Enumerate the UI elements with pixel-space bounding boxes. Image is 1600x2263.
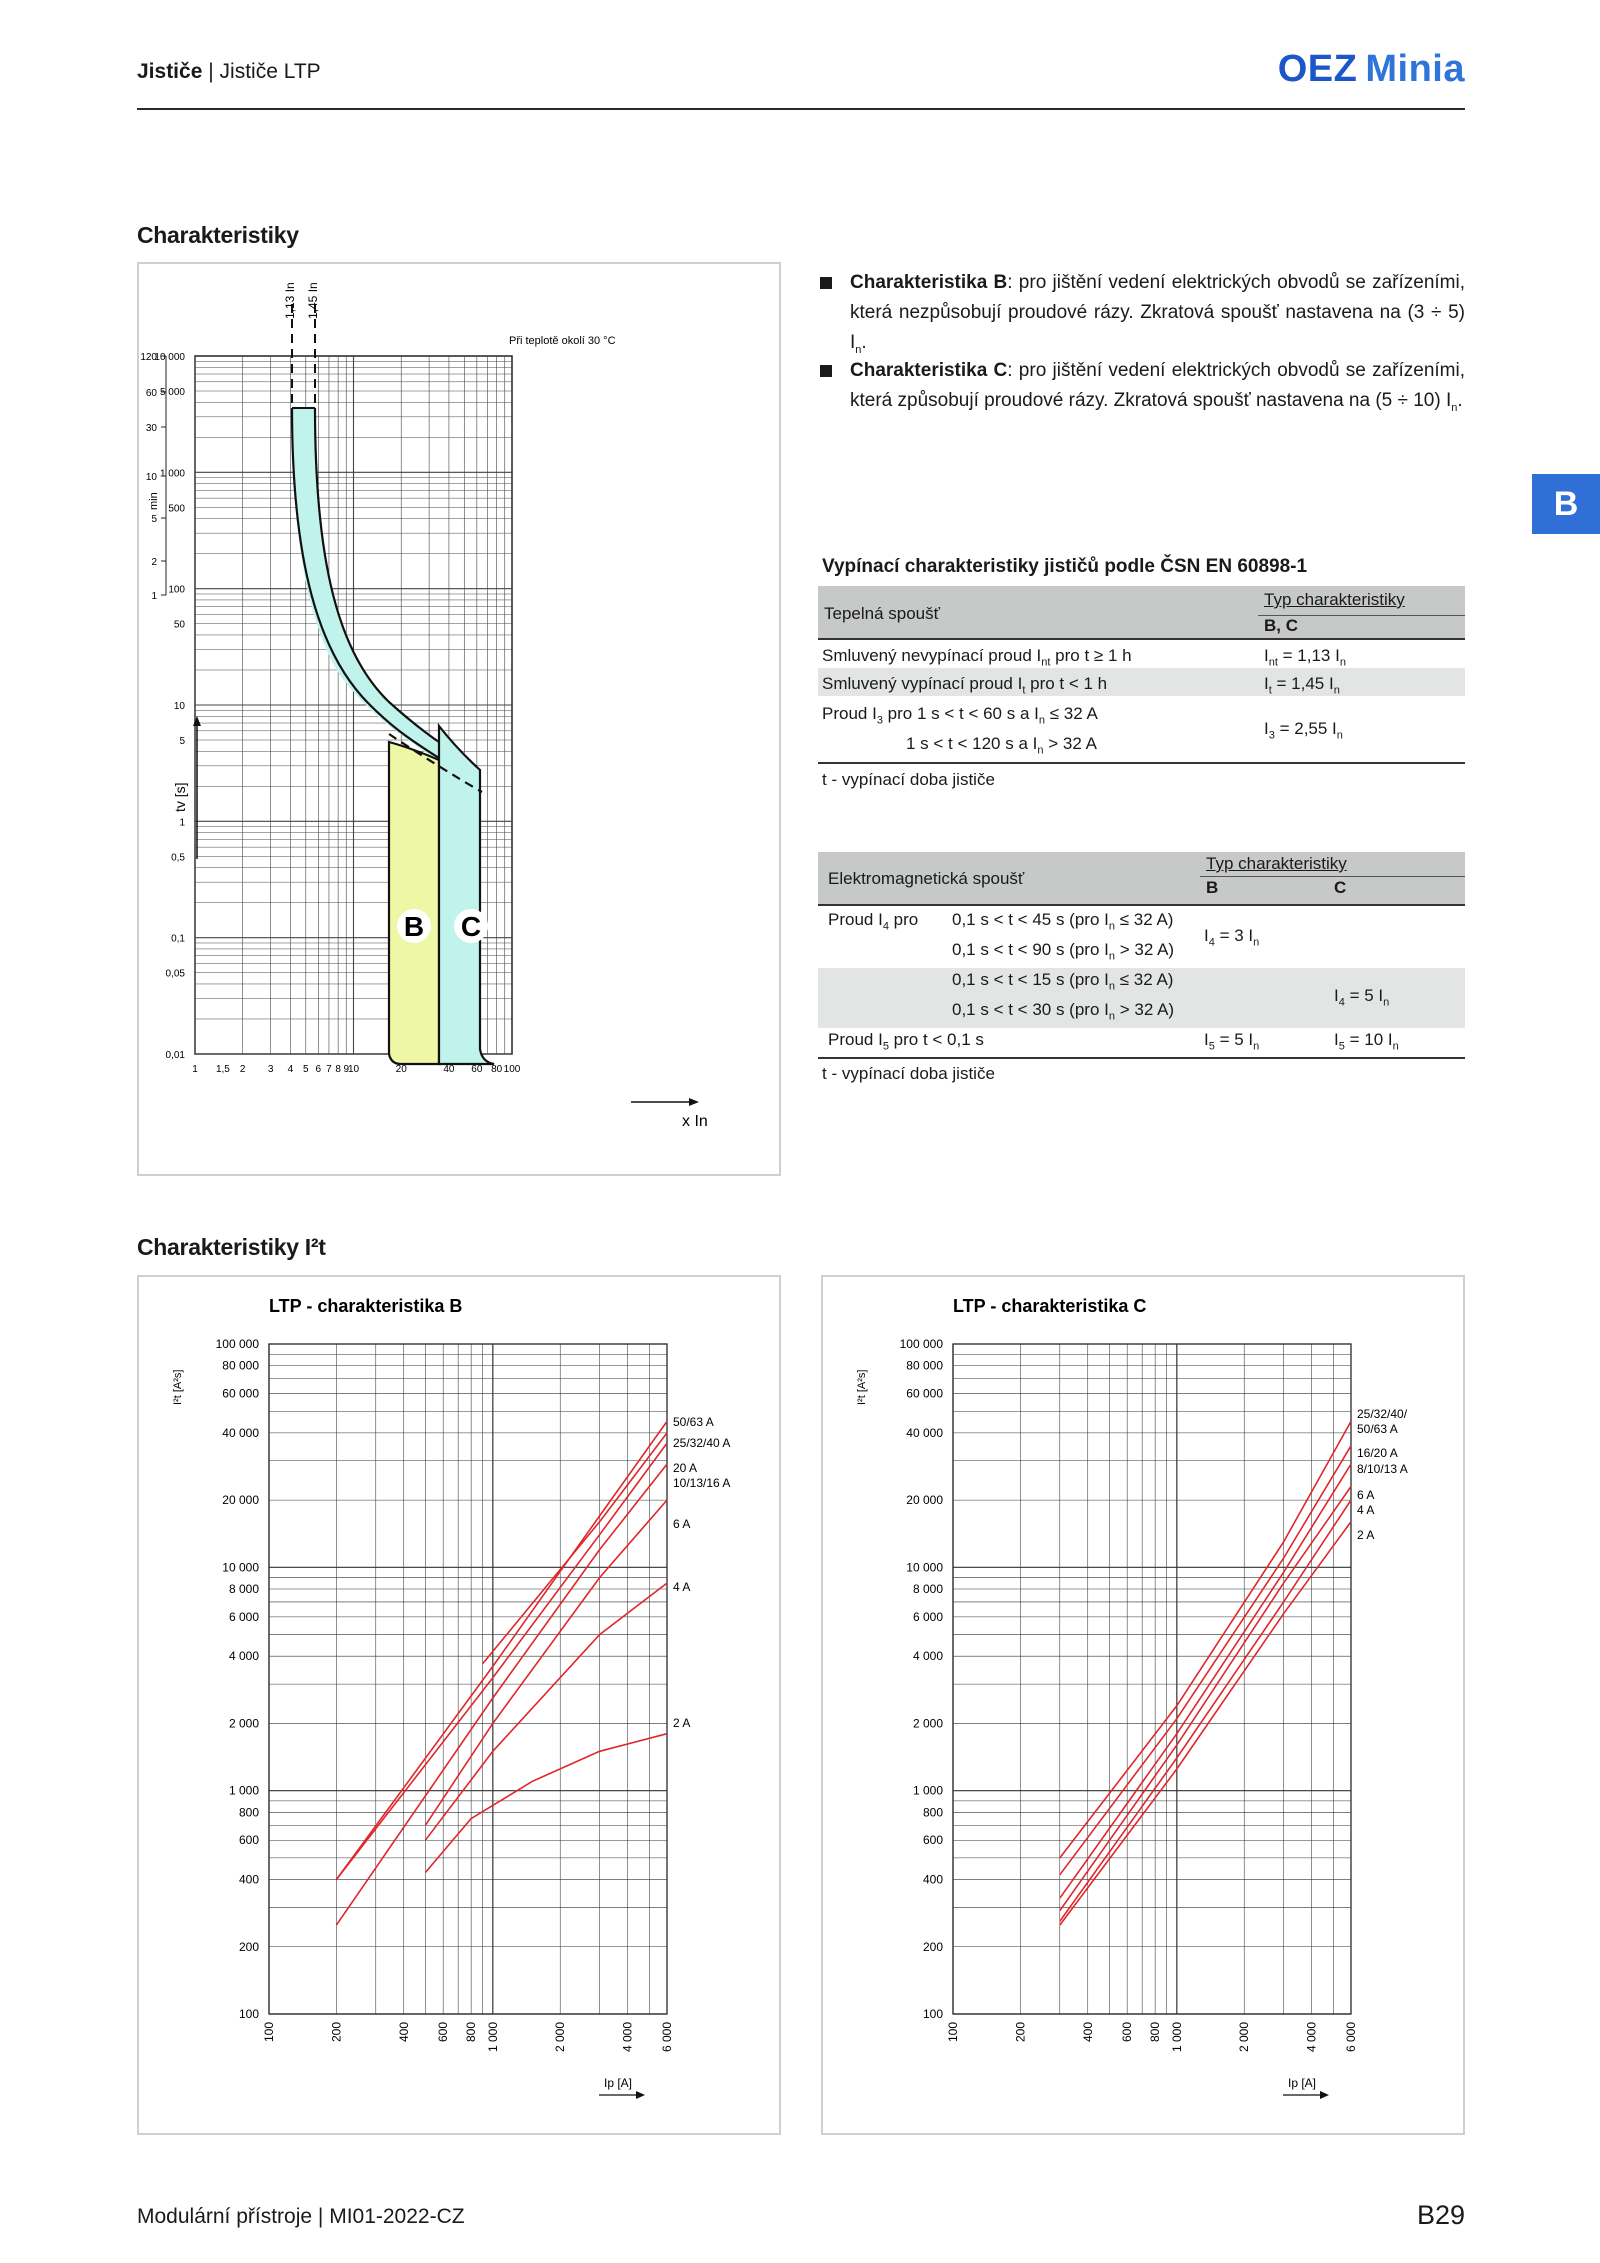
- trip-y-tick: 0,5: [171, 852, 185, 864]
- y-axis-label: tv [s]: [172, 782, 188, 812]
- i2t-y-tick: 6 000: [228, 1609, 259, 1624]
- i2t-x-tick: 100: [262, 2022, 276, 2043]
- band-label-b: B: [403, 911, 425, 942]
- i2t-chart-title: LTP - charakteristika C: [953, 1296, 1147, 1316]
- i2t-panel-b: [137, 1275, 781, 2135]
- desc-c: [820, 356, 1465, 423]
- i2t-x-tick: 200: [329, 2022, 344, 2043]
- i2t-curve-label: 25/32/40/: [1357, 1407, 1408, 1421]
- i2t-y-tick: 600: [922, 1833, 943, 1848]
- trip-x-tick: 20: [395, 1064, 407, 1075]
- trip-min-tick: 120: [140, 352, 157, 363]
- i2t-y-tick: 200: [922, 1939, 943, 1954]
- table2-c-value: $I_4 = 5$ $I_n$: [1334, 986, 1390, 1009]
- i2t-y-tick: 4 000: [228, 1649, 259, 1664]
- i2t-y-tick: 8 000: [912, 1581, 943, 1596]
- trip-x-tick: 3: [267, 1064, 274, 1075]
- i2t-y-tick: 100 000: [899, 1337, 943, 1351]
- i2t-x-label: Ip [A]: [1288, 2076, 1317, 2090]
- table2-header-rule: [818, 904, 1465, 906]
- footer-left: Modulární přístroje | MI01-2022-CZ: [137, 2205, 465, 2228]
- trip-x-tick: 10: [347, 1064, 360, 1075]
- min-label: min: [148, 492, 160, 510]
- i2t-x-tick: 200: [1013, 2022, 1028, 2043]
- trip-min-tick: 10: [145, 472, 157, 483]
- i2t-y-tick: 10 000: [906, 1560, 943, 1575]
- section-title-i2t: Charakteristiky I²t: [137, 1234, 326, 1260]
- i2t-curve-label: 20 A: [673, 1461, 698, 1475]
- trip-x-tick: 40: [443, 1064, 455, 1075]
- side-tab: B: [1532, 474, 1600, 534]
- trip-x-tick: 1,5: [215, 1064, 230, 1075]
- table2-line2: 0,1 s < t < 90 s (pro $I_n > 32$ A): [952, 940, 1175, 963]
- trip-min-tick: 30: [145, 423, 157, 434]
- i2t-x-tick: 600: [436, 2022, 451, 2043]
- table1-row3-line1: Proud $I_3$ pro 1 s < t < 60 s a $I_n \le 32$ A: [822, 704, 1098, 727]
- trip-y-tick: 50: [173, 619, 185, 631]
- table1-type-values: B, C: [1264, 616, 1298, 635]
- i2t-y-tick: 10 000: [222, 1560, 259, 1575]
- i2t-chart-c: [823, 1277, 1463, 2133]
- i2t-x-tick: 100: [946, 2022, 960, 2043]
- trip-x-tick: 60: [471, 1064, 483, 1075]
- limit-label-145: 1,45 In: [306, 282, 320, 319]
- i2t-y-tick: 20 000: [222, 1493, 259, 1508]
- i2t-curve-label: 6 A: [673, 1517, 691, 1531]
- trip-y-tick: 10 000: [154, 352, 185, 363]
- i2t-x-tick: 800: [1148, 2022, 1163, 2043]
- brand-oez: OEZ: [1277, 48, 1358, 90]
- i2t-y-tick: 2 000: [912, 1716, 943, 1731]
- trip-x-tick: 9: [343, 1064, 350, 1075]
- x-axis-label: x In: [682, 1113, 708, 1130]
- i2t-curve-label: 2 A: [673, 1716, 691, 1730]
- i2t-y-tick: 1 000: [912, 1783, 943, 1798]
- i2t-y-tick: 4 000: [912, 1649, 943, 1664]
- i2t-panel-c: [821, 1275, 1465, 2135]
- i2t-curve-label: 2 A: [1357, 1528, 1375, 1542]
- table2-type-header: Typ charakteristiky: [1206, 854, 1347, 873]
- trip-min-tick: 60: [145, 388, 157, 399]
- table1-col-header: Tepelná spoušť: [824, 604, 941, 623]
- desc-b-end: .: [861, 332, 867, 353]
- table1-row3-value: $I_3 = 2,55$ $I_n$: [1264, 719, 1343, 742]
- desc-b-text: : pro jištění vedení elektrických obvodů se zařízeními, která nezpůsobují proudové rázy. Zkratová spoušť nastavena na (3 ÷ 5) I: [850, 272, 1466, 353]
- band-label-c: C: [460, 911, 482, 942]
- i2t-y-tick: 60 000: [222, 1386, 259, 1401]
- i2t-curve-label: 50/63 A: [673, 1415, 714, 1429]
- i2t-y-tick: 20 000: [906, 1493, 943, 1508]
- tripping-chart: [139, 264, 779, 1174]
- table2-col-header: Elektromagnetická spoušť: [828, 869, 1025, 888]
- i2t-x-tick: 4 000: [620, 2022, 635, 2053]
- tripping-chart-panel: [137, 262, 781, 1176]
- i2t-curve-label: 8/10/13 A: [1357, 1462, 1408, 1476]
- table2-col-c: C: [1334, 878, 1347, 897]
- i2t-curve-label: 6 A: [1357, 1488, 1375, 1502]
- i2t-x-tick: 400: [1080, 2022, 1095, 2043]
- table2-row1-label: Proud $I_4$ pro: [828, 910, 919, 933]
- i2t-curve-label: 4 A: [673, 1580, 691, 1594]
- i2t-y-label: I²t [A²s]: [856, 1369, 868, 1405]
- breadcrumb-section: Jističe: [137, 60, 203, 83]
- i2t-curve-label: 50/63 A: [1357, 1422, 1398, 1436]
- desc-c-end: .: [1457, 390, 1463, 411]
- i2t-y-tick: 400: [922, 1872, 943, 1887]
- table1-note: t - vypínací doba jističe: [822, 770, 995, 789]
- trip-min-tick: 2: [151, 557, 157, 568]
- i2t-y-tick: 40 000: [222, 1425, 259, 1440]
- i2t-y-tick: 200: [238, 1939, 259, 1954]
- trip-x-tick: 8: [335, 1064, 341, 1075]
- trip-x-tick: 7: [326, 1064, 332, 1075]
- i2t-x-tick: 1 000: [485, 2022, 500, 2053]
- trip-y-tick: 0,05: [165, 968, 185, 980]
- i2t-chart-title: LTP - charakteristika B: [269, 1296, 463, 1316]
- i2t-chart-b: [139, 1277, 779, 2133]
- table1-title: Vypínací charakteristiky jističů podle ČSN EN 60898-1: [822, 556, 1308, 577]
- i2t-x-tick: 600: [1120, 2022, 1135, 2043]
- i2t-y-tick: 80 000: [222, 1358, 259, 1373]
- breadcrumb-separator: |: [208, 60, 220, 83]
- ambient-note: Při teplotě okolí 30 °C: [509, 335, 616, 347]
- trip-y-tick: 5: [179, 736, 185, 748]
- i2t-x-tick: 4 000: [1304, 2022, 1319, 2053]
- trip-x-tick: 4: [287, 1064, 294, 1075]
- trip-y-tick: 500: [168, 503, 185, 515]
- trip-y-tick: 1 000: [159, 468, 185, 480]
- i2t-curve-label: 10/13/16 A: [673, 1476, 731, 1490]
- i2t-y-label: I²t [A²s]: [172, 1369, 184, 1405]
- trip-x-tick: 2: [239, 1064, 246, 1075]
- trip-x-tick: 100: [503, 1064, 521, 1075]
- trip-min-tick: 5: [151, 514, 157, 525]
- i2t-y-tick: 40 000: [906, 1425, 943, 1440]
- breadcrumb-subsection: Jističe LTP: [219, 60, 321, 83]
- bullet-square: [820, 365, 832, 377]
- i2t-y-tick: 1 000: [228, 1783, 259, 1798]
- i2t-y-tick: 60 000: [906, 1386, 943, 1401]
- breadcrumb: [137, 60, 321, 84]
- table1-bottom-rule: [818, 762, 1465, 764]
- table2-bottom-rule: [818, 1057, 1465, 1059]
- table1-type-header: Typ charakteristiky: [1264, 590, 1405, 609]
- trip-y-tick: 100: [168, 584, 185, 596]
- i2t-y-tick: 80 000: [906, 1358, 943, 1373]
- i2t-x-tick: 800: [464, 2022, 479, 2043]
- table1-row1-label: Smluvený nevypínací proud $I_{nt}$ pro t ≥ 1 h: [822, 646, 1132, 669]
- desc-c-text: : pro jištění vedení elektrických obvodů se zařízeními, která způsobují proudové rázy. Zkratová spoušť nastavena na (5 ÷ 10) I: [850, 360, 1466, 411]
- i2t-y-tick: 800: [922, 1805, 943, 1820]
- magnetic-trip-table: [818, 852, 1465, 1092]
- i2t-y-tick: 100: [922, 2007, 943, 2021]
- table2-line4: 0,1 s < t < 30 s (pro $I_n > 32$ A): [952, 1000, 1175, 1023]
- trip-y-tick: 10: [173, 701, 185, 712]
- i2t-curve-label: 25/32/40 A: [673, 1436, 731, 1450]
- i2t-y-tick: 100: [238, 2007, 259, 2021]
- thermal-trip-table: [818, 586, 1465, 796]
- brand-logo: [1278, 48, 1465, 91]
- table2-line1: 0,1 s < t < 45 s (pro $I_n \le 32$ A): [952, 910, 1174, 933]
- i2t-x-label: Ip [A]: [604, 2076, 633, 2090]
- i2t-curve-label: 4 A: [1357, 1503, 1375, 1517]
- i2t-y-tick: 8 000: [228, 1581, 259, 1596]
- zone-b: [389, 742, 439, 1064]
- i2t-x-tick: 6 000: [1344, 2022, 1358, 2053]
- table1-row1-value: $I_{nt} = 1,13$ $I_n$: [1264, 646, 1346, 669]
- trip-x-tick: 6: [315, 1064, 322, 1075]
- i2t-x-tick: 400: [396, 2022, 411, 2043]
- trip-x-tick: 1: [192, 1064, 198, 1075]
- desc-c-name: Charakteristika C: [850, 360, 1008, 381]
- desc-c-sub: n: [1451, 401, 1458, 414]
- i2t-y-tick: 400: [238, 1872, 259, 1887]
- i2t-y-tick: 600: [238, 1833, 259, 1848]
- table2-b-value: $I_4 = 3$ $I_n$: [1204, 926, 1260, 949]
- trip-x-tick: 80: [491, 1064, 503, 1075]
- desc-b-name: Charakteristika B: [850, 272, 1008, 293]
- table1-header-rule: [818, 638, 1465, 640]
- page-number: B29: [1416, 2200, 1465, 2230]
- i2t-x-tick: 6 000: [660, 2022, 674, 2053]
- trip-y-tick: 1: [179, 817, 185, 829]
- table2-note: t - vypínací doba jističe: [822, 1064, 995, 1083]
- table2-line3: 0,1 s < t < 15 s (pro $I_n \le 32$ A): [952, 970, 1174, 993]
- table1-row2-label: Smluvený vypínací proud $I_t$ pro t < 1 h: [822, 674, 1108, 697]
- table1-row2-value: $I_t = 1,45$ $I_n$: [1264, 674, 1340, 697]
- table2-row5-label: Proud $I_5$ pro t < 0,1 s: [828, 1030, 984, 1053]
- desc-b-sub: n: [855, 343, 862, 356]
- i2t-y-tick: 6 000: [912, 1609, 943, 1624]
- trip-x-tick: 5: [303, 1064, 309, 1075]
- table2-row5-b: $I_5 = 5$ $I_n$: [1204, 1030, 1260, 1053]
- brand-minia: Minia: [1365, 48, 1465, 90]
- trip-y-tick: 5 000: [159, 387, 185, 399]
- i2t-curve-label: 16/20 A: [1357, 1446, 1398, 1460]
- limit-label-113: 1,13 In: [283, 282, 297, 319]
- desc-b: [820, 268, 1465, 365]
- table1-row3-line2: 1 s < t < 120 s a $I_n > 32$ A: [906, 734, 1097, 757]
- trip-min-tick: 1: [151, 591, 157, 602]
- bullet-square: [820, 277, 832, 289]
- table2-col-b: B: [1206, 878, 1219, 897]
- i2t-x-tick: 1 000: [1169, 2022, 1184, 2053]
- i2t-y-tick: 100 000: [215, 1337, 259, 1351]
- section-title-characteristics: Charakteristiky: [137, 222, 299, 248]
- table2-row5-c: $I_5 = 10$ $I_n$: [1334, 1030, 1399, 1053]
- i2t-y-tick: 800: [238, 1805, 259, 1820]
- i2t-y-tick: 2 000: [228, 1716, 259, 1731]
- i2t-x-tick: 2 000: [1237, 2022, 1252, 2053]
- header-divider: [137, 108, 1465, 110]
- trip-y-tick: 0,01: [165, 1050, 185, 1061]
- i2t-x-tick: 2 000: [553, 2022, 568, 2053]
- trip-y-tick: 0,1: [171, 933, 185, 945]
- table2-type-divider: [1200, 876, 1465, 877]
